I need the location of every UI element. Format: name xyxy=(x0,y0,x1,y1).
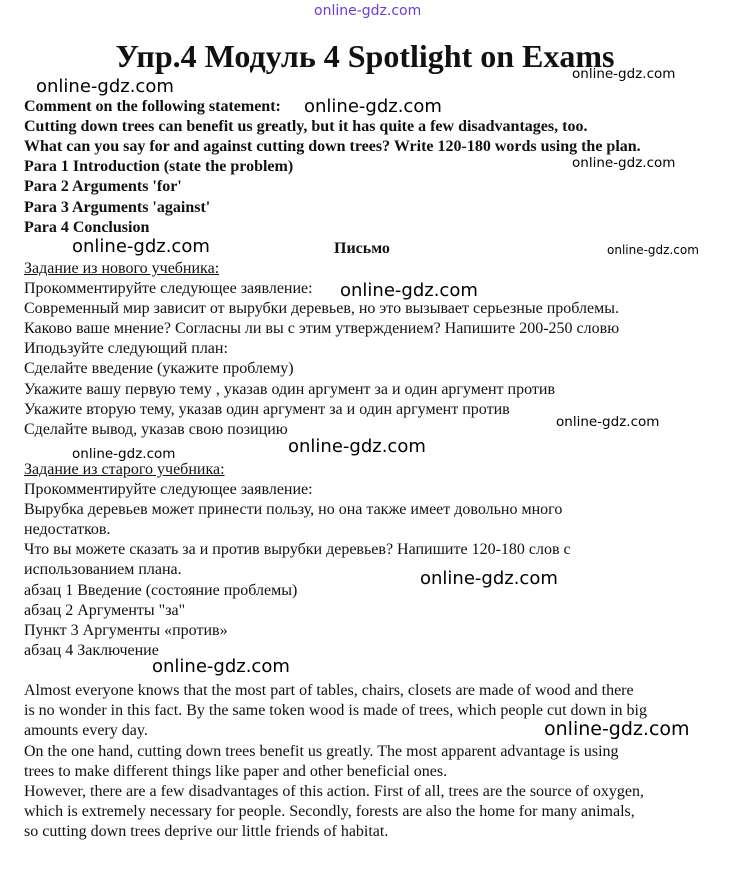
old-textbook-line-5: использованием плана. xyxy=(24,561,182,578)
old-textbook-line-3: недостатков. xyxy=(24,521,111,538)
task-english-line-1: Comment on the following statement: xyxy=(24,98,281,115)
old-textbook-line-1: Прокомментируйте следующее заявление: xyxy=(24,481,313,498)
plan-item-1: Para 1 Introduction (state the problem) xyxy=(24,158,294,175)
watermark: online-gdz.com xyxy=(420,568,558,589)
watermark-top: online-gdz.com xyxy=(314,3,422,19)
plan-item-2: Para 2 Arguments 'for' xyxy=(24,178,182,195)
essay-line-7: which is extremely necessary for people. Secondly, forests are also the home for many animals, xyxy=(24,803,635,820)
watermark: online-gdz.com xyxy=(340,280,478,301)
task-english-line-3: What can you say for and against cutting down trees? Write 120-180 words using the plan. xyxy=(24,138,641,155)
watermark: online-gdz.com xyxy=(607,243,699,257)
old-textbook-line-4: Что вы можете сказать за и против вырубки деревьев? Напишите 120-180 слов с xyxy=(24,541,571,558)
old-textbook-line-7: абзац 2 Аргументы "за" xyxy=(24,602,186,619)
essay-line-5: trees to make different things like paper and other beneficial ones. xyxy=(24,763,448,780)
essay-line-6: However, there are a few disadvantages of this action. First of all, trees are the source of oxygen, xyxy=(24,783,645,800)
watermark: online-gdz.com xyxy=(572,155,676,171)
watermark: online-gdz.com xyxy=(544,718,690,740)
old-textbook-heading: Задание из старого учебника: xyxy=(24,461,225,478)
watermark: online-gdz.com xyxy=(556,414,660,430)
new-textbook-line-3: Каково ваше мнение? Согласны ли вы с этим утверждением? Напишите 200-250 словю xyxy=(24,320,620,337)
new-textbook-line-6: Укажите вашу первую тему , указав один аргумент за и один аргумент против xyxy=(24,381,556,398)
essay-line-4: On the one hand, cutting down trees benefit us greatly. The most apparent advantage is using xyxy=(24,743,619,760)
old-textbook-line-6: абзац 1 Введение (состояние проблемы) xyxy=(24,582,298,599)
new-textbook-line-4: Иподьзуйте следующий план: xyxy=(24,340,228,357)
new-textbook-line-1: Прокомментируйте следующее заявление: xyxy=(24,280,313,297)
new-textbook-line-8: Сделайте вывод, указав свою позицию xyxy=(24,421,288,438)
new-textbook-line-2: Современный мир зависит от вырубки деревьев, но это вызывает серьезные проблемы. xyxy=(24,300,619,317)
old-textbook-line-8: Пункт 3 Аргументы «против» xyxy=(24,622,228,639)
essay-line-8: so cutting down trees deprive our little friends of habitat. xyxy=(24,823,389,840)
new-textbook-line-5: Сделайте введение (укажите проблему) xyxy=(24,360,294,377)
watermark: online-gdz.com xyxy=(72,446,176,462)
essay-line-1: Almost everyone knows that the most part of tables, chairs, closets are made of wood and there xyxy=(24,682,634,699)
new-textbook-line-7: Укажите вторую тему, указав один аргумент за и один аргумент против xyxy=(24,401,510,418)
section-heading: Письмо xyxy=(334,240,390,257)
watermark: online-gdz.com xyxy=(572,66,676,82)
plan-item-3: Para 3 Arguments 'against' xyxy=(24,199,211,216)
task-english-line-2: Cutting down trees can benefit us greatly, but it has quite a few disadvantages, too. xyxy=(24,118,588,135)
plan-item-4: Para 4 Conclusion xyxy=(24,219,150,236)
watermark: online-gdz.com xyxy=(36,76,174,97)
watermark: online-gdz.com xyxy=(152,656,290,677)
watermark: online-gdz.com xyxy=(72,236,210,257)
page-title: Упр.4 Модуль 4 Spotlight on Exams xyxy=(115,38,615,74)
essay-line-2: is no wonder in this fact. By the same token wood is made of trees, which people cut down in big xyxy=(24,702,647,719)
watermark: online-gdz.com xyxy=(304,96,442,117)
old-textbook-line-9: абзац 4 Заключение xyxy=(24,642,159,659)
watermark: online-gdz.com xyxy=(288,436,426,457)
essay-line-3: amounts every day. xyxy=(24,722,148,739)
new-textbook-heading: Задание из нового учебника: xyxy=(24,260,220,277)
old-textbook-line-2: Вырубка деревьев может принести пользу, но она также имеет довольно много xyxy=(24,501,563,518)
